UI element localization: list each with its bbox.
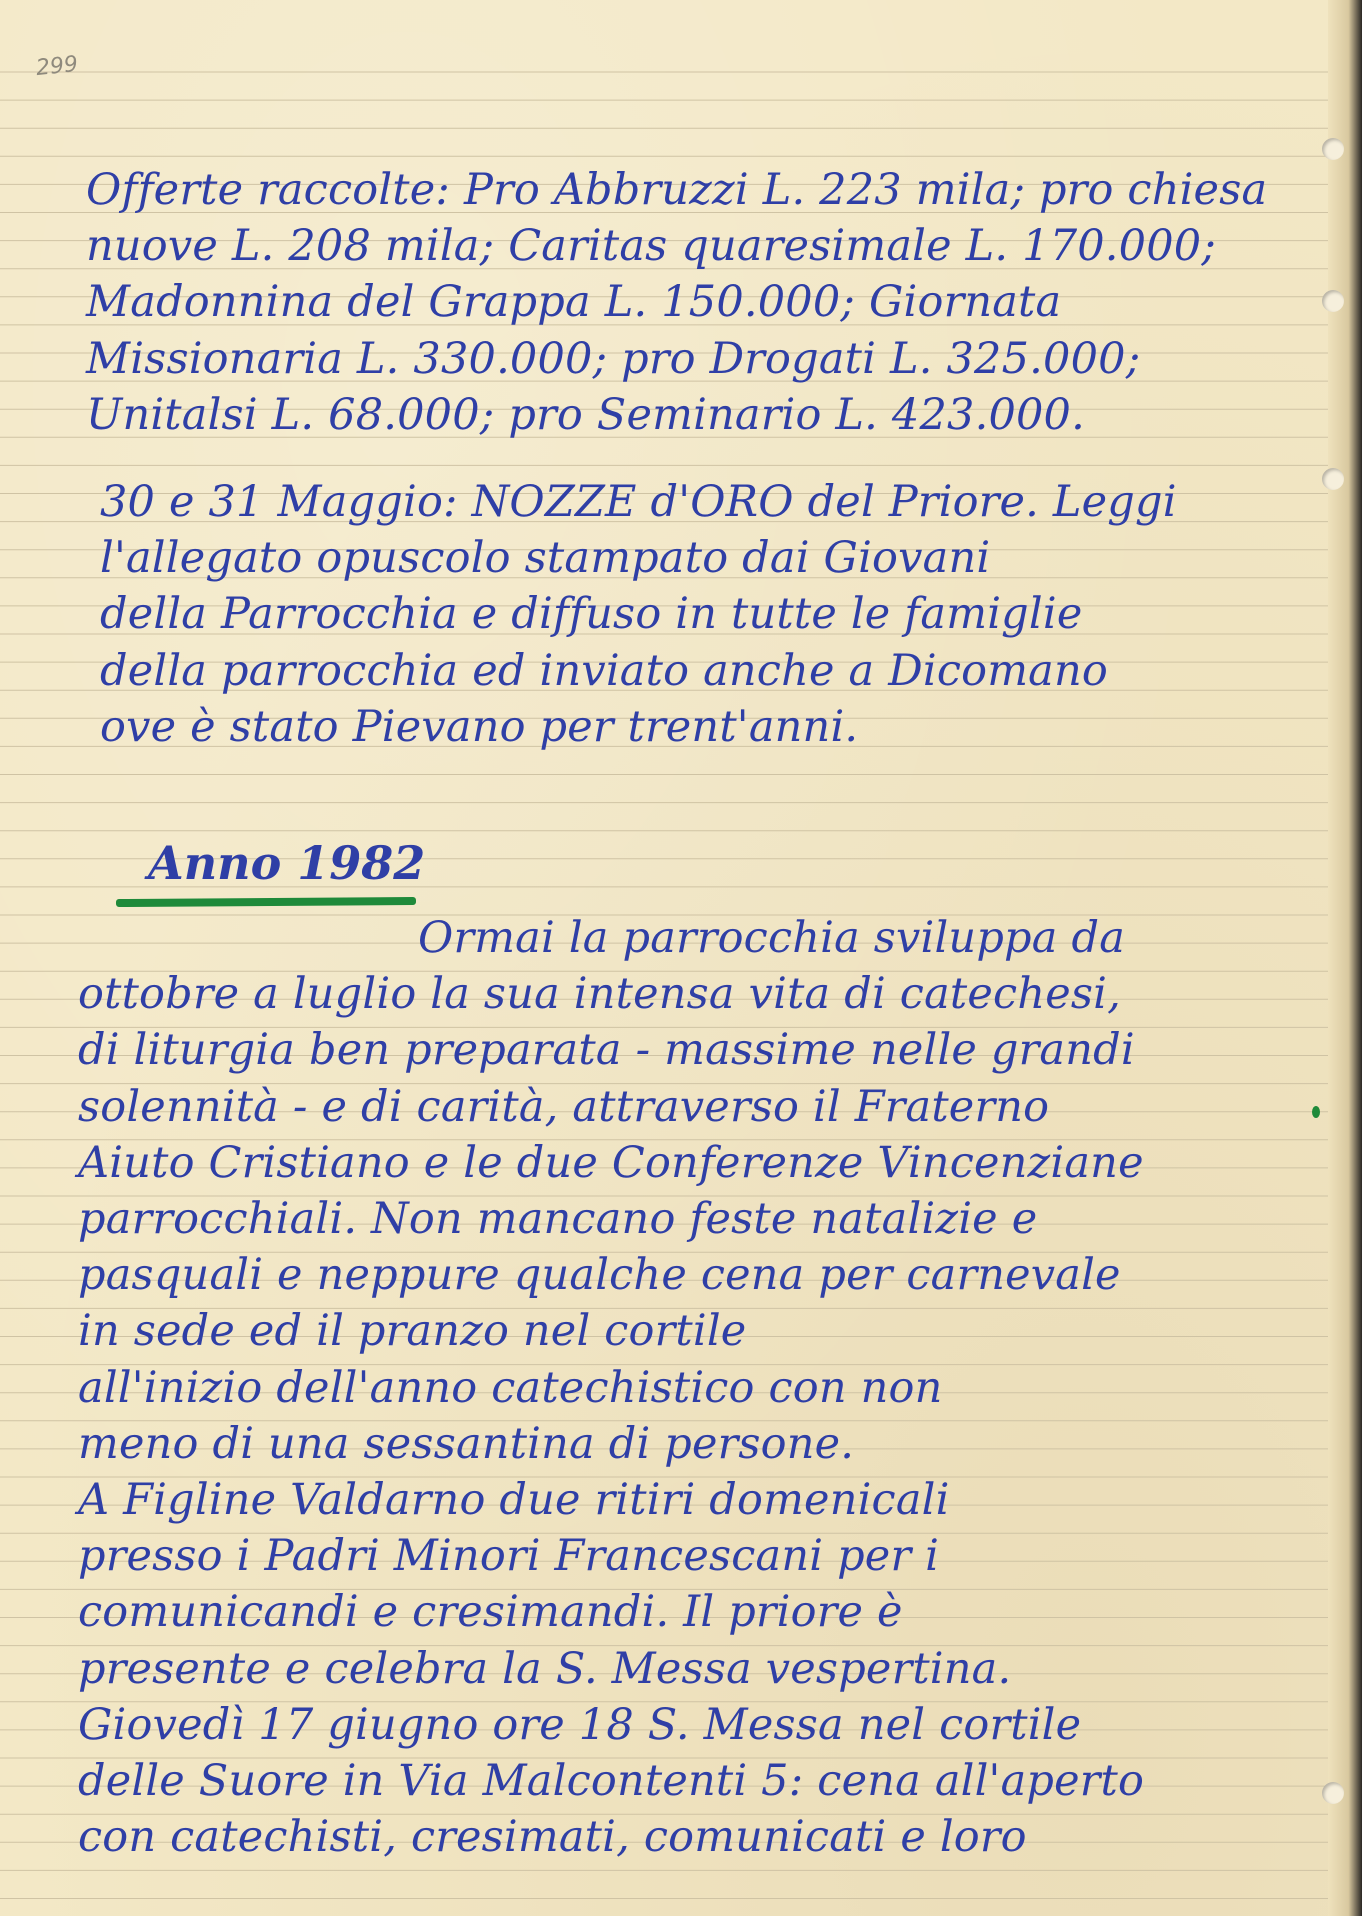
binder-hole — [1322, 1782, 1344, 1804]
page-number: 299 — [34, 51, 80, 82]
binder-hole — [1322, 468, 1344, 490]
offerings-paragraph: Offerte raccolte: Pro Abbruzzi L. 223 mila; pro chiesa nuove L. 208 mila; Caritas quaresimale L. 170.000; Madonnina del Grappa L. 150.000; Giornata Missionaria L. 330.000; pro Drogati L. 325.000; Unitalsi L. 68.000; pro Seminario L. 423.000. — [86, 165, 1268, 440]
binding-edge — [1328, 0, 1362, 1916]
year-paragraph: Ormai la parrocchia sviluppa da ottobre a luglio la sua intensa vita di catechesi, di liturgia ben preparata - massime nelle grandi solennità - e di carità, attraverso il Fraterno Aiuto Cristiano e le due Conferenze Vincenziane parrocchiali. Non mancano feste natalizie e pasquali e neppure qualche cena per carnevale in sede ed il pranzo nel cortile all'inizio dell'anno catechistico con non meno di una sessantina di persone. A Figline Valdarno due ritiri domenicali presso i Padri Minori Francescani per i comunicandi e cresimandi. Il priore è presente e celebra la S. Messa vespertina. Giovedì 17 giugno ore 18 S. Messa nel cortile delle Suore in Via Malcontenti 5: cena all'aperto con catechisti, cresimati, comunicati e loro — [78, 913, 1145, 1863]
jubilee-paragraph: 30 e 31 Maggio: NOZZE d'ORO del Priore. Leggi l'allegato opuscolo stampato dai Giovani della Parrocchia e diffuso in tutte le famiglie della parrocchia ed inviato anche a Dicomano ove è stato Pievano per trent'anni. — [100, 477, 1177, 752]
year-heading: Anno 1982 — [148, 836, 426, 890]
binder-hole — [1322, 138, 1344, 160]
binder-hole — [1322, 290, 1344, 312]
ink-dot — [1312, 1106, 1320, 1118]
